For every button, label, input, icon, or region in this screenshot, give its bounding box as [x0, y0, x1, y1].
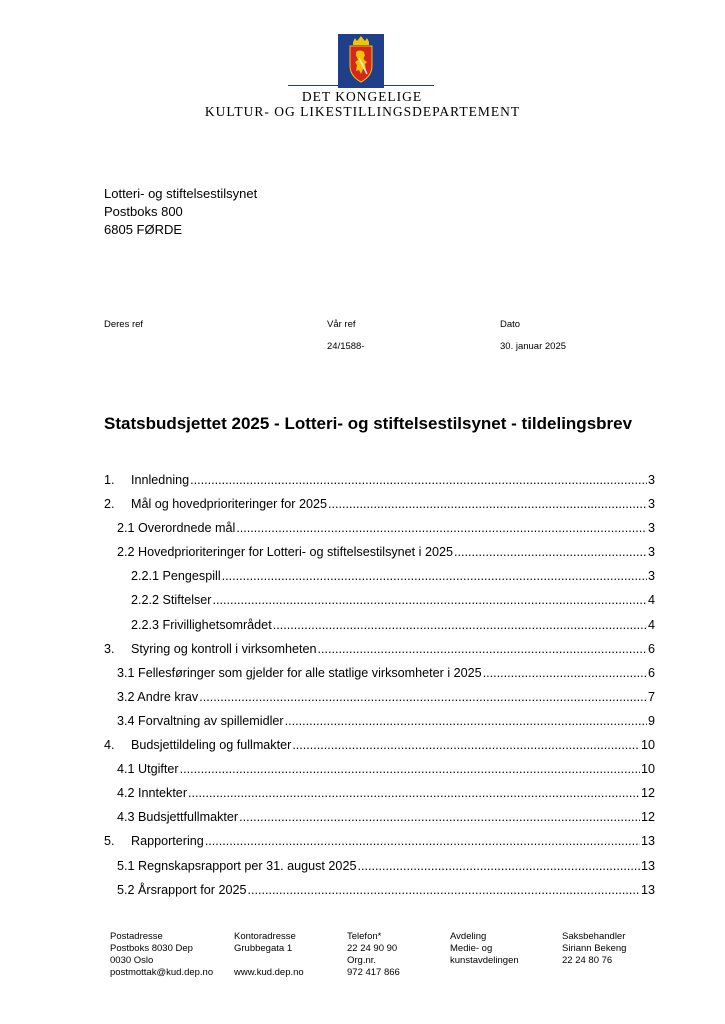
toc-number: 5.: [104, 834, 115, 849]
toc-text: 2.1 Overordnede mål: [117, 521, 236, 536]
toc-page: 6: [647, 665, 655, 680]
toc-item[interactable]: [104, 883, 655, 907]
toc-text: 3.4 Forvaltning av spillemidler: [117, 713, 284, 728]
toc-text: Styring og kontroll i virksomheten: [131, 641, 317, 656]
department-name-line2: KULTUR- OG LIKESTILLINGSDEPARTEMENT: [204, 104, 521, 119]
toc-number: 1.: [104, 473, 115, 487]
toc-page: 13: [640, 882, 655, 897]
toc-item[interactable]: [104, 834, 655, 858]
deres-ref: [104, 319, 143, 341]
header-rule: [288, 85, 434, 86]
toc-page: 3: [647, 545, 655, 560]
footer-text: 22 24 80 76: [562, 955, 613, 966]
toc-page: 3: [647, 473, 655, 487]
toc-page: 13: [640, 834, 655, 849]
footer-text: kunstavdelingen: [450, 955, 519, 966]
footer-text: Telefon*: [347, 931, 382, 942]
footer-case-handler: [562, 931, 626, 967]
var-ref: [327, 319, 365, 352]
toc-text: Budsjettildeling og fullmakter: [131, 738, 292, 753]
toc-item[interactable]: [104, 762, 655, 786]
toc-item[interactable]: [104, 786, 655, 810]
toc-item[interactable]: [104, 473, 655, 497]
toc-item[interactable]: [104, 690, 655, 714]
footer-postal-address: [110, 931, 213, 979]
dato-value: 30. januar 2025: [500, 341, 567, 352]
toc-item[interactable]: [104, 521, 655, 545]
toc-item[interactable]: [104, 593, 655, 617]
toc-item[interactable]: [104, 545, 655, 569]
footer-text: Siriann Bekeng: [562, 943, 627, 954]
toc-text: 2.2 Hovedprioriteringer for Lotteri- og stiftelsestilsynet i 2025: [117, 545, 453, 560]
department-name-line1: DET KONGELIGE: [301, 89, 423, 104]
recipient-name: Lotteri- og stiftelsestilsynet: [104, 186, 258, 201]
toc-item[interactable]: [104, 618, 655, 642]
toc-text: 2.2.3 Frivillighetsområdet: [131, 617, 272, 632]
toc-text: 4.2 Inntekter: [117, 786, 188, 801]
toc-text: Rapportering: [131, 834, 204, 849]
toc-page: 12: [640, 810, 655, 825]
footer-website-link[interactable]: www.kud.dep.no: [234, 967, 304, 978]
toc-text: 4.3 Budsjettfullmakter: [117, 810, 239, 825]
toc-page: 7: [647, 689, 655, 704]
deres-ref-label: Deres ref: [104, 319, 144, 330]
footer-text: Postboks 8030 Dep: [110, 943, 193, 954]
toc-item[interactable]: [104, 497, 655, 521]
footer-office-address: [234, 931, 304, 979]
footer-text: Kontoradresse: [234, 931, 296, 942]
toc-page: 9: [647, 713, 655, 728]
toc-page: 3: [647, 497, 655, 512]
toc-item[interactable]: [104, 666, 655, 690]
toc-item[interactable]: [104, 810, 655, 834]
footer-department: [450, 931, 519, 967]
recipient-city: 6805 FØRDE: [104, 222, 183, 237]
toc-page: 3: [647, 569, 655, 584]
toc-page: 4: [647, 593, 655, 608]
toc-page: 6: [647, 641, 655, 656]
footer-text: [234, 955, 304, 967]
toc-text: 5.2 Årsrapport for 2025: [117, 882, 247, 897]
toc-page: 12: [640, 786, 655, 801]
toc-page: 13: [640, 858, 655, 873]
toc-item[interactable]: [104, 569, 655, 593]
footer-phone: [347, 931, 400, 979]
toc-text: 3.1 Fellesføringer som gjelder for alle statlige virksomheter i 2025: [117, 665, 482, 680]
toc-page: 3: [647, 521, 655, 536]
footer-text: 972 417 866: [347, 967, 400, 978]
footer-text: Avdeling: [450, 931, 487, 942]
toc-item[interactable]: [104, 642, 655, 666]
footer-text: 0030 Oslo: [110, 955, 154, 966]
var-ref-label: Vår ref: [327, 319, 356, 330]
toc-item[interactable]: [104, 738, 655, 762]
toc-number: 2.: [104, 497, 115, 512]
toc-text: 4.1 Utgifter: [117, 762, 179, 777]
dato: [500, 319, 566, 352]
toc-text: 2.2.1 Pengespill: [131, 569, 221, 584]
toc-page: 10: [640, 762, 655, 777]
toc-page: 10: [640, 738, 655, 753]
toc-text: Innledning: [131, 473, 190, 487]
footer-text: 22 24 90 90: [347, 943, 398, 954]
document-title: Statsbudsjettet 2025 - Lotteri- og stiftelsestilsynet - tildelingsbrev: [104, 414, 633, 433]
footer-text: Saksbehandler: [562, 931, 626, 942]
toc-text: Mål og hovedprioriteringer for 2025: [131, 497, 328, 512]
toc-number: 4.: [104, 738, 115, 753]
toc-page: 4: [647, 617, 655, 632]
footer-text: Postadresse: [110, 931, 163, 942]
footer-text: Grubbegata 1: [234, 943, 293, 954]
toc-text: 2.2.2 Stiftelser: [131, 593, 212, 608]
footer-text: Org.nr.: [347, 955, 377, 966]
var-ref-value: 24/1588-: [327, 341, 365, 352]
toc-text: 3.2 Andre krav: [117, 689, 199, 704]
recipient-address: [104, 185, 257, 239]
recipient-po-box: Postboks 800: [104, 204, 183, 219]
coat-of-arms-logo: [338, 34, 384, 88]
footer-text: Medie- og: [450, 943, 493, 954]
toc-number: 3.: [104, 641, 115, 656]
footer-email-link[interactable]: postmottak@kud.dep.no: [110, 967, 214, 978]
toc-item[interactable]: [104, 714, 655, 738]
toc-item[interactable]: [104, 859, 655, 883]
dato-label: Dato: [500, 319, 521, 330]
toc-text: 5.1 Regnskapsrapport per 31. august 2025: [117, 858, 357, 873]
table-of-contents: [104, 473, 655, 907]
